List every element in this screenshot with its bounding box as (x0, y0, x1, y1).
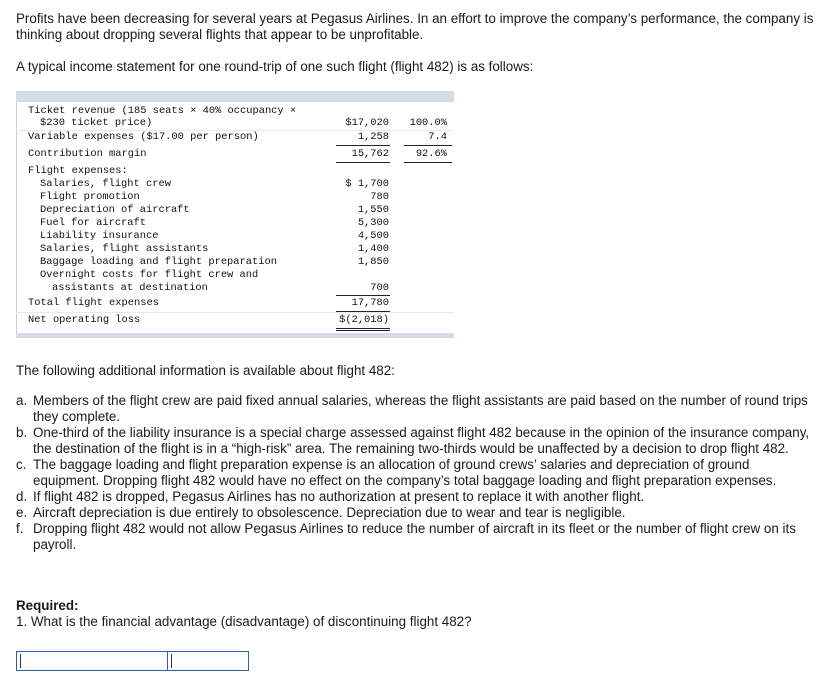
expense-label: Fuel for aircraft (40, 217, 147, 229)
list-item (16, 489, 816, 505)
expense-label: Baggage loading and flight preparation (40, 256, 277, 268)
variable-expenses-amount: 1,258 (357, 131, 389, 143)
required-label: Required: (16, 598, 79, 613)
variable-expenses-pct: 7.4 (428, 131, 447, 143)
revenue-label: Ticket revenue (185 seats × 40% occupancy × (28, 105, 297, 117)
amount-underline (336, 162, 390, 163)
pct-underline (404, 162, 452, 163)
revenue-label-cont: $230 ticket price) (40, 117, 153, 129)
total-flight-expenses-label: Total flight expenses (28, 297, 159, 309)
expense-label-cont: assistants at destination (52, 282, 208, 294)
revenue-pct: 100.0% (409, 117, 447, 129)
list-marker: e. (16, 505, 28, 520)
expense-amount: 1,400 (357, 243, 389, 255)
amount-underline (336, 295, 390, 296)
list-item-text: Aircraft depreciation is due entirely to obsolescence. Depreciation due to wear and tear is negligible. (33, 505, 626, 520)
list-item (16, 393, 816, 425)
expense-amount: 780 (370, 191, 389, 203)
expense-amount: 1,550 (357, 204, 389, 216)
expense-label: Salaries, flight crew (40, 178, 171, 190)
income-statement (16, 91, 454, 338)
statement-left-border (16, 102, 17, 333)
expense-amount: 700 (370, 282, 389, 294)
intro-paragraph: Profits have been decreasing for several years at Pegasus Airlines. In an effort to improve the company’s performance, the company is thinking about dropping several flights that appear to be unprofitable. (16, 11, 814, 42)
variable-expenses-label: Variable expenses ($17.00 per person) (28, 131, 259, 143)
statement-top-band (16, 91, 454, 102)
list-item (16, 521, 816, 553)
list-item (16, 457, 816, 489)
statement-bottom-band (16, 333, 454, 338)
flight-expenses-heading: Flight expenses: (28, 165, 128, 177)
contribution-margin-amount: 15,762 (351, 148, 389, 160)
expense-amount: $ 1,700 (345, 178, 389, 190)
expense-label: Liability insurance (40, 230, 159, 242)
text-cursor (20, 654, 21, 668)
expense-label: Depreciation of aircraft (40, 204, 190, 216)
contribution-margin-label: Contribution margin (28, 148, 147, 160)
expense-label: Flight promotion (40, 191, 140, 203)
list-marker: f. (16, 521, 24, 536)
additional-info-intro: The following additional information is available about flight 482: (16, 363, 395, 378)
list-item (16, 505, 816, 521)
list-item-text: If flight 482 is dropped, Pegasus Airlines has no authorization at present to replace it with another flight. (33, 489, 645, 504)
additional-info-list (16, 393, 816, 553)
double-underline-top (336, 328, 390, 329)
total-flight-expenses-amount: 17,780 (351, 297, 389, 309)
list-marker: b. (16, 425, 28, 440)
expense-label: Overnight costs for flight crew and (40, 269, 259, 281)
list-marker: d. (16, 489, 28, 504)
list-item-text: One-third of the liability insurance is a special charge assessed against flight 482 because in the opinion of the insurance company, the destination of the flight is in a “high-risk” area. The remaining two-thirds would be unaffected by a decision to drop flight 482. (33, 425, 810, 456)
list-item (16, 425, 816, 457)
list-item-text: Dropping flight 482 would not allow Pegasus Airlines to reduce the number of aircraft in its fleet or the number of flight crew on its payroll. (33, 521, 796, 552)
list-item-text: The baggage loading and flight preparation expense is an allocation of ground crews’ salaries and depreciation of ground equipment. Dropping flight 482 would have no effect on the company’s total baggage loading and flight preparation expenses. (33, 457, 777, 488)
answer-label-field[interactable] (16, 651, 168, 671)
revenue-amount: $17,020 (345, 117, 389, 129)
contribution-margin-pct: 92.6% (415, 148, 447, 160)
required-question: 1. What is the financial advantage (disadvantage) of discontinuing flight 482? (16, 614, 472, 629)
expense-amount: 5,300 (357, 217, 389, 229)
expense-amount: 1,850 (357, 256, 389, 268)
list-marker: a. (16, 393, 28, 408)
net-operating-loss-amount: $(2,018) (339, 314, 389, 326)
list-item-text: Members of the flight crew are paid fixed annual salaries, whereas the flight assistants are paid based on the number of round trips they complete. (33, 393, 808, 424)
expense-amount: 4,500 (357, 230, 389, 242)
double-underline-bottom (336, 330, 390, 331)
answer-amount-field[interactable] (167, 651, 249, 671)
statement-lead-text: A typical income statement for one round-trip of one such flight (flight 482) is as follows: (16, 59, 534, 74)
row-divider (16, 312, 454, 313)
text-cursor (171, 654, 172, 668)
list-marker: c. (16, 457, 27, 472)
expense-label: Salaries, flight assistants (40, 243, 209, 255)
net-operating-loss-label: Net operating loss (28, 314, 141, 326)
amount-underline (336, 145, 390, 146)
pct-underline (404, 145, 452, 146)
